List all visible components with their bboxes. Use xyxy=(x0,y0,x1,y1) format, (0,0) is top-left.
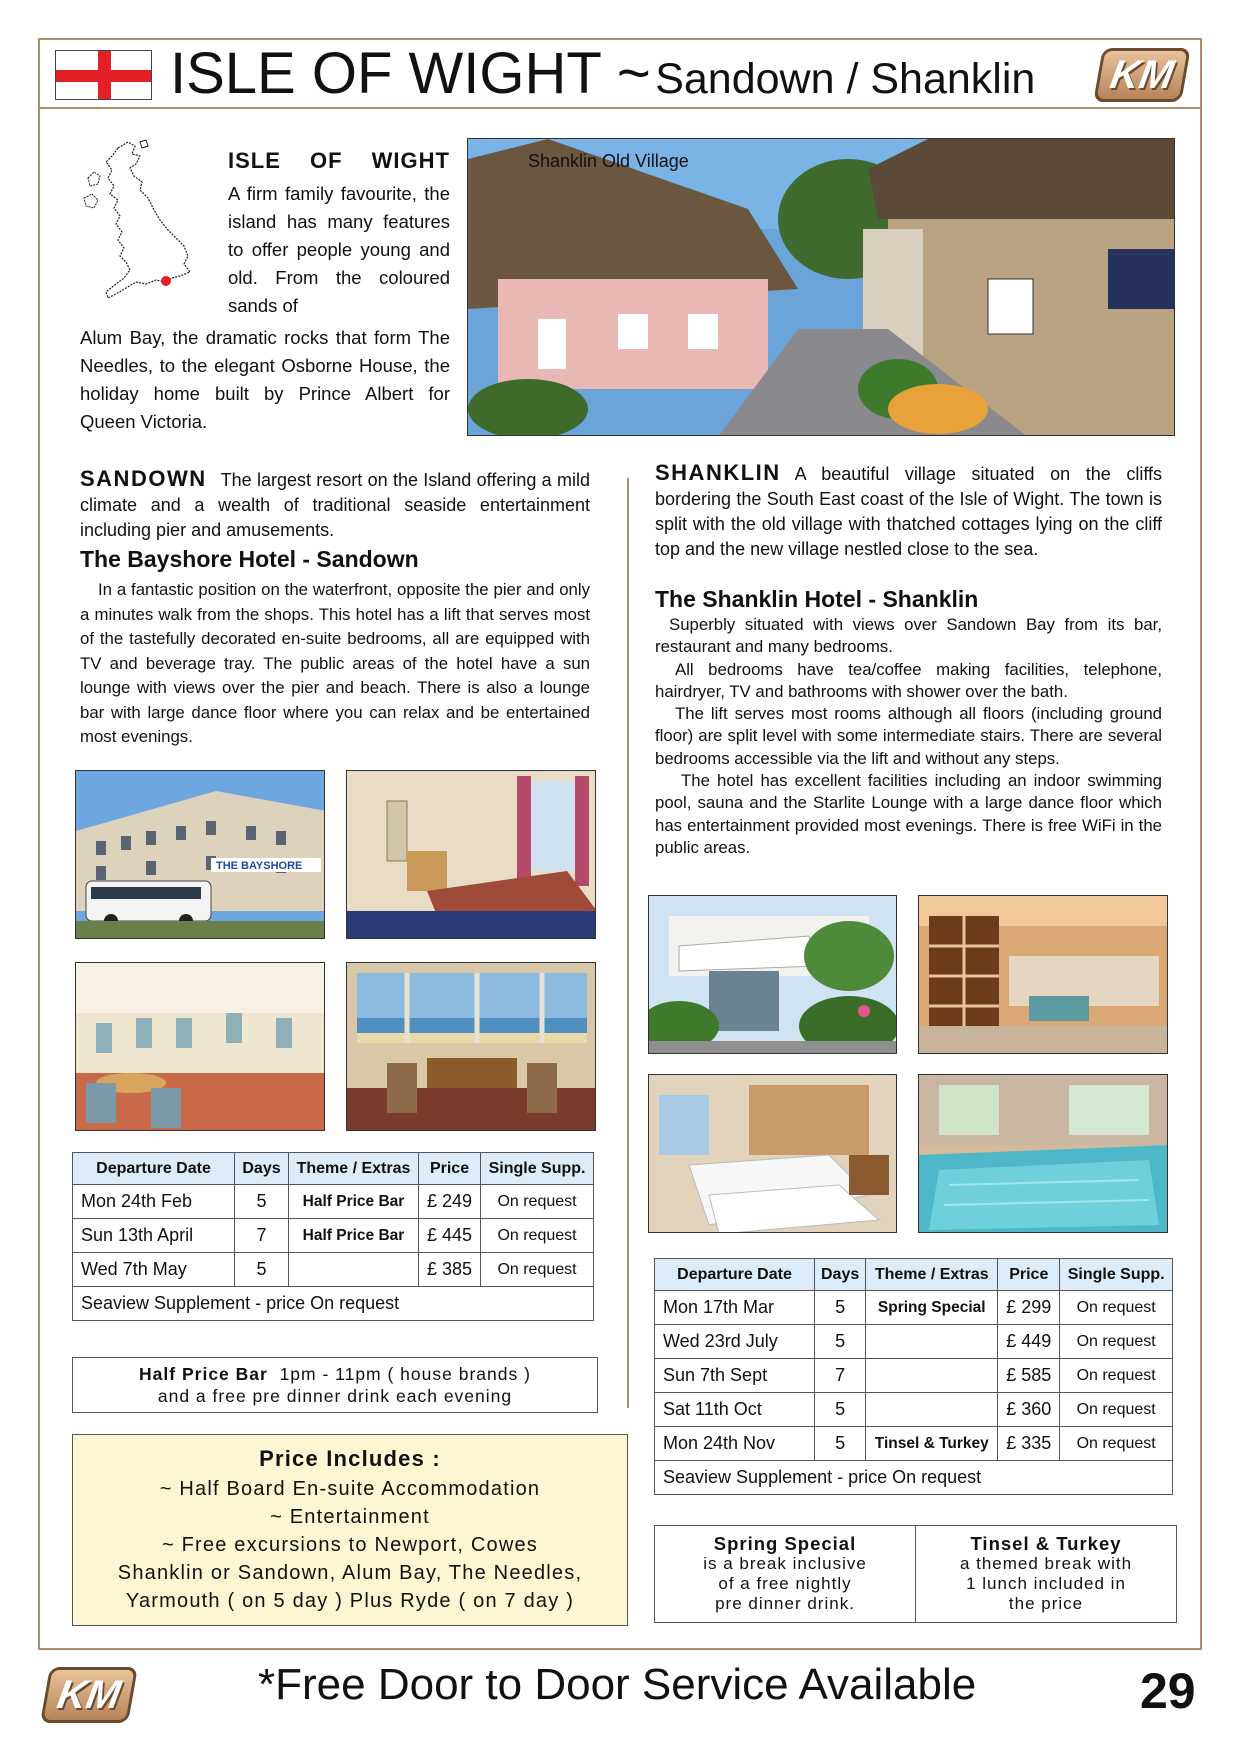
shanklin-old-village-photo xyxy=(467,138,1175,436)
intro-text-wide: Alum Bay, the dramatic rocks that form The Needles, to the elegant Osborne House, the holiday home built by Prince Albert for Queen Victoria. xyxy=(80,327,450,432)
col-theme: Theme / Extras xyxy=(866,1259,998,1291)
bayshore-lounge-photo xyxy=(75,962,325,1131)
col-single-supp: Single Supp. xyxy=(1060,1259,1173,1291)
shanklin-pool-photo xyxy=(918,1074,1168,1233)
bayshore-bedroom-photo xyxy=(346,770,596,939)
col-single-supp: Single Supp. xyxy=(481,1153,594,1185)
england-flag-icon xyxy=(55,50,152,100)
sandown-departures-table xyxy=(72,1152,594,1321)
specials-box xyxy=(654,1525,1177,1623)
shanklin-intro: SHANKLIN A beautiful village situated on the cliffs bordering the South East coast of the Isle of Wight. The town is split with the old village with thatched cottages lying on the cliff top and the new village nestled close to the sea. xyxy=(655,460,1162,559)
table-row: Sun 7th Sept 7 £ 585 On request xyxy=(655,1359,1173,1393)
page-title xyxy=(170,40,1035,107)
sandown-heading: SANDOWN xyxy=(80,466,207,491)
table-row: Wed 7th May 5 £ 385 On request xyxy=(73,1253,594,1287)
title-main: ISLE OF WIGHT ~ xyxy=(170,41,651,106)
title-sub: Sandown / Shanklin xyxy=(655,55,1036,103)
bayshore-hotel-text: In a fantastic position on the waterfront, opposite the pier and only a minutes walk from the shops. This hotel has a lift that serves most of the tastefully decorated en-suite bedrooms, all are equipped with TV and beverage tray. The public areas of the hotel have a sun lounge with views over the pier and beach. There is also a lounge bar with large dance floor where you can relax and be entertained most evenings. xyxy=(80,580,590,746)
table-row: Mon 17th Mar 5 Spring Special £ 299 On request xyxy=(655,1291,1173,1325)
shanklin-bedroom-photo xyxy=(648,1074,897,1233)
col-departure-date: Departure Date xyxy=(73,1153,235,1185)
table-row: Sun 13th April 7 Half Price Bar £ 445 On request xyxy=(73,1219,594,1253)
bayshore-hotel-title: The Bayshore Hotel - Sandown xyxy=(80,546,419,572)
tinsel-turkey-cell: Tinsel & Turkey a themed break with 1 lunch included in the price xyxy=(915,1526,1176,1622)
page-number: 29 xyxy=(1140,1663,1196,1719)
table-row: Mon 24th Feb 5 Half Price Bar £ 249 On request xyxy=(73,1185,594,1219)
col-departure-date: Departure Date xyxy=(655,1259,815,1291)
col-theme: Theme / Extras xyxy=(289,1153,419,1185)
header-rule xyxy=(38,107,1202,109)
table-footer-row: Seaview Supplement - price On request xyxy=(73,1287,594,1321)
table-header-row xyxy=(73,1153,594,1185)
footer-text: *Free Door to Door Service Available xyxy=(258,1660,977,1709)
photo-caption: Shanklin Old Village xyxy=(528,151,689,171)
table-header-row xyxy=(655,1259,1173,1291)
half-price-bar-box: Half Price Bar 1pm - 11pm ( house brands ) and a free pre dinner drink each evening xyxy=(72,1357,598,1413)
bayshore-sign: THE BAYSHORE xyxy=(216,860,303,872)
bayshore-exterior-photo xyxy=(75,770,325,939)
shanklin-hotel-text: Superbly situated with views over Sandown Bay from its bar, restaurant and many bedrooms. All bedrooms have tea/coffee making facilities, telephone, hairdryer, TV and bathrooms with shower over the bath. The lift serves most rooms although all floors (including ground floor) are split level with some intermediate stairs. There are several bedrooms accessible via the lift and without any steps. The hotel has excellent facilities including an indoor swimming pool, sauna and the Starlite Lounge with a large dance floor which has entertainment provided most evenings. There is free WiFi in the public areas. xyxy=(655,615,1162,857)
bayshore-sun-lounge-photo xyxy=(346,962,596,1131)
column-divider xyxy=(627,478,629,1408)
col-days: Days xyxy=(815,1259,866,1291)
col-price: Price xyxy=(998,1259,1060,1291)
shanklin-hotel-title: The Shanklin Hotel - Shanklin xyxy=(655,586,979,612)
price-includes-box: Price Includes : ~ Half Board En-suite Accommodation ~ Entertainment ~ Free excursions to Newport, Cowes Shanklin or Sandown, Alum Bay, The Needles, Yarmouth ( on 5 day ) Plus Ryde ( on 7 day ) xyxy=(72,1434,628,1626)
sandown-intro: SANDOWN The largest resort on the Island offering a mild climate and a wealth of traditional seaside entertainment including pier and amusements. xyxy=(80,466,590,540)
col-days: Days xyxy=(235,1153,289,1185)
km-logo: KM xyxy=(1093,48,1191,102)
shanklin-heading: SHANKLIN xyxy=(655,460,781,485)
col-price: Price xyxy=(419,1153,481,1185)
shanklin-departures-table xyxy=(654,1258,1173,1495)
shanklin-hotel-exterior-photo xyxy=(648,895,897,1054)
table-row: Sat 11th Oct 5 £ 360 On request xyxy=(655,1393,1173,1427)
table-row: Mon 24th Nov 5 Tinsel & Turkey £ 335 On request xyxy=(655,1427,1173,1461)
intro-text-narrow: A firm family favourite, the island has many features to offer people young and old. From the coloured sands of xyxy=(228,183,450,316)
half-price-bar-title: Half Price Bar xyxy=(139,1364,268,1384)
intro-heading: ISLE OF WIGHT xyxy=(228,148,450,173)
spring-special-cell: Spring Special is a break inclusive of a free nightly pre dinner drink. xyxy=(703,1533,867,1613)
table-row: Wed 23rd July 5 £ 449 On request xyxy=(655,1325,1173,1359)
shanklin-lounge-photo xyxy=(918,895,1168,1054)
km-logo-footer: KM xyxy=(40,1667,138,1723)
table-footer-row: Seaview Supplement - price On request xyxy=(655,1461,1173,1495)
uk-map-icon xyxy=(80,138,205,303)
price-includes-title: Price Includes : xyxy=(259,1446,441,1471)
